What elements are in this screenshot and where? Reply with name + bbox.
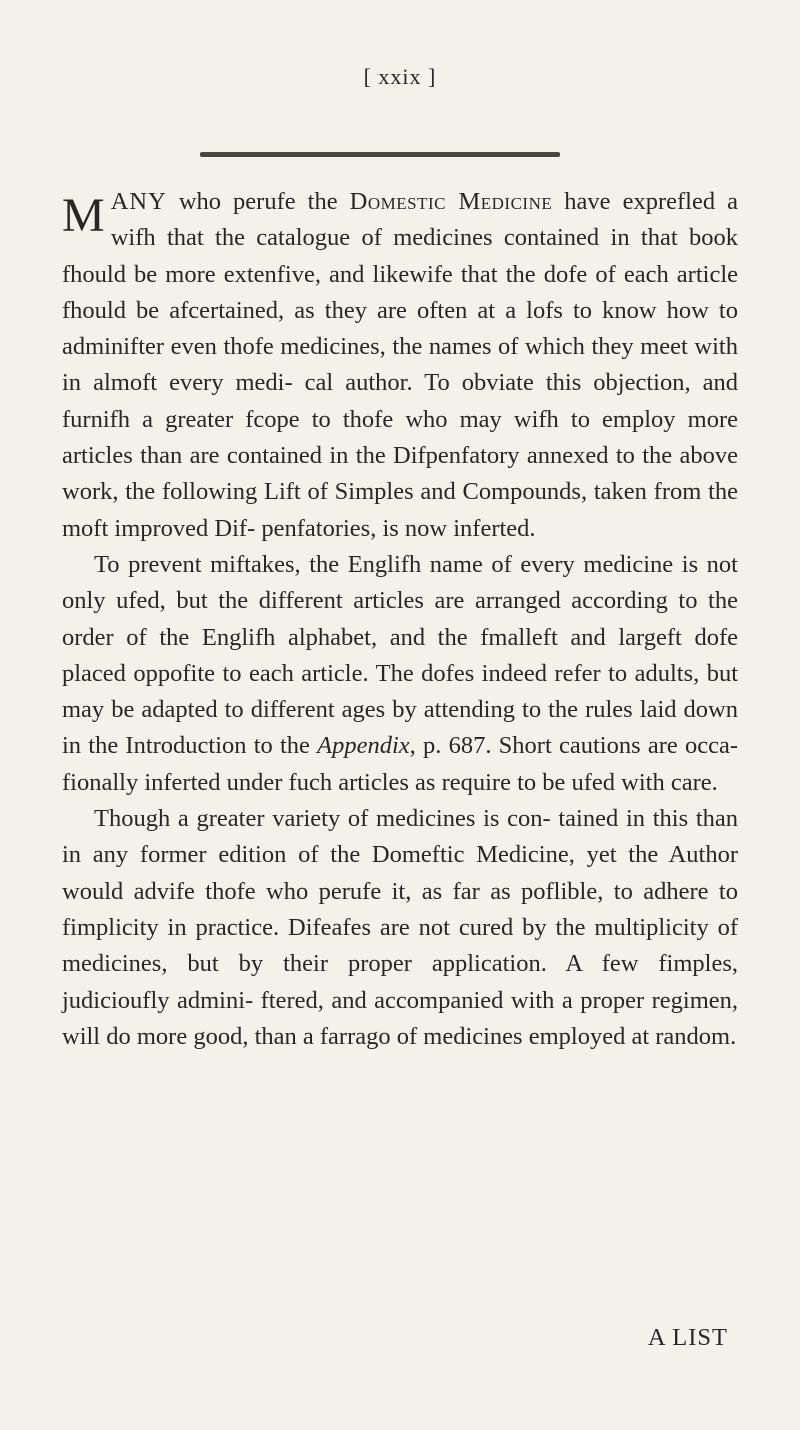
appendix-italic: Appendix [317, 732, 410, 760]
paragraph-1 [62, 184, 738, 547]
header-rule [200, 152, 560, 157]
book-title: Domestic Medicine [349, 188, 553, 215]
paragraph-2 [62, 547, 738, 801]
paragraph-1-text-b: have exprefled a wifh that the catalogue of medicines contained in that book fhould be more extenfive, and likewife that the dofe of each article fhould be afcertained, as they are often at a lofs to know how to adminifter even thofe medicines, the names of which they meet with in almoft every medi- cal author. To obviate this objection, and furnifh a greater fcope to thofe who may wifh to employ more articles than are contained in the Difpenfatory annexed to the above work, the following Lift of Simples and Compounds, taken from the moft improved Dif- penfatories, is now inferted. [62, 188, 739, 542]
page-number: [ xxix ] [363, 64, 437, 89]
paragraph-3: Though a greater variety of medicines is con- tained in this than in any former edition of the Domeftic Medicine, yet the Author would advife thofe who perufe it, as far as poflible, to adhere to fimplicity in practice. Difeafes are not cured by the multiplicity of medicines, but by their proper application. A few fimples, judicioufly admini- ftered, and accompanied with a proper regimen, will do more good, than a farrago of medicines employed at random. [62, 805, 738, 1050]
catchword: A LIST [647, 1324, 728, 1351]
drop-cap: M [62, 189, 105, 242]
paragraph-2-text-b: , p. 687. Short cautions are occa- fionally inferted under fuch articles as require to be ufed with care. [62, 732, 738, 796]
lead-caps: ANY [110, 188, 167, 215]
paragraph-1-text-a: who perufe the [166, 188, 350, 215]
body-text [62, 184, 738, 1055]
paragraph-2-text-a: To prevent miftakes, the Englifh name of every medicine is not only ufed, but the different articles are arranged according to the order of the Englifh alphabet, and the fmalleft and largeft dofe placed oppofite to each article. The dofes indeed refer to adults, but may be adapted to different ages by attending to the rules laid down in the Introduction to the [62, 550, 738, 760]
